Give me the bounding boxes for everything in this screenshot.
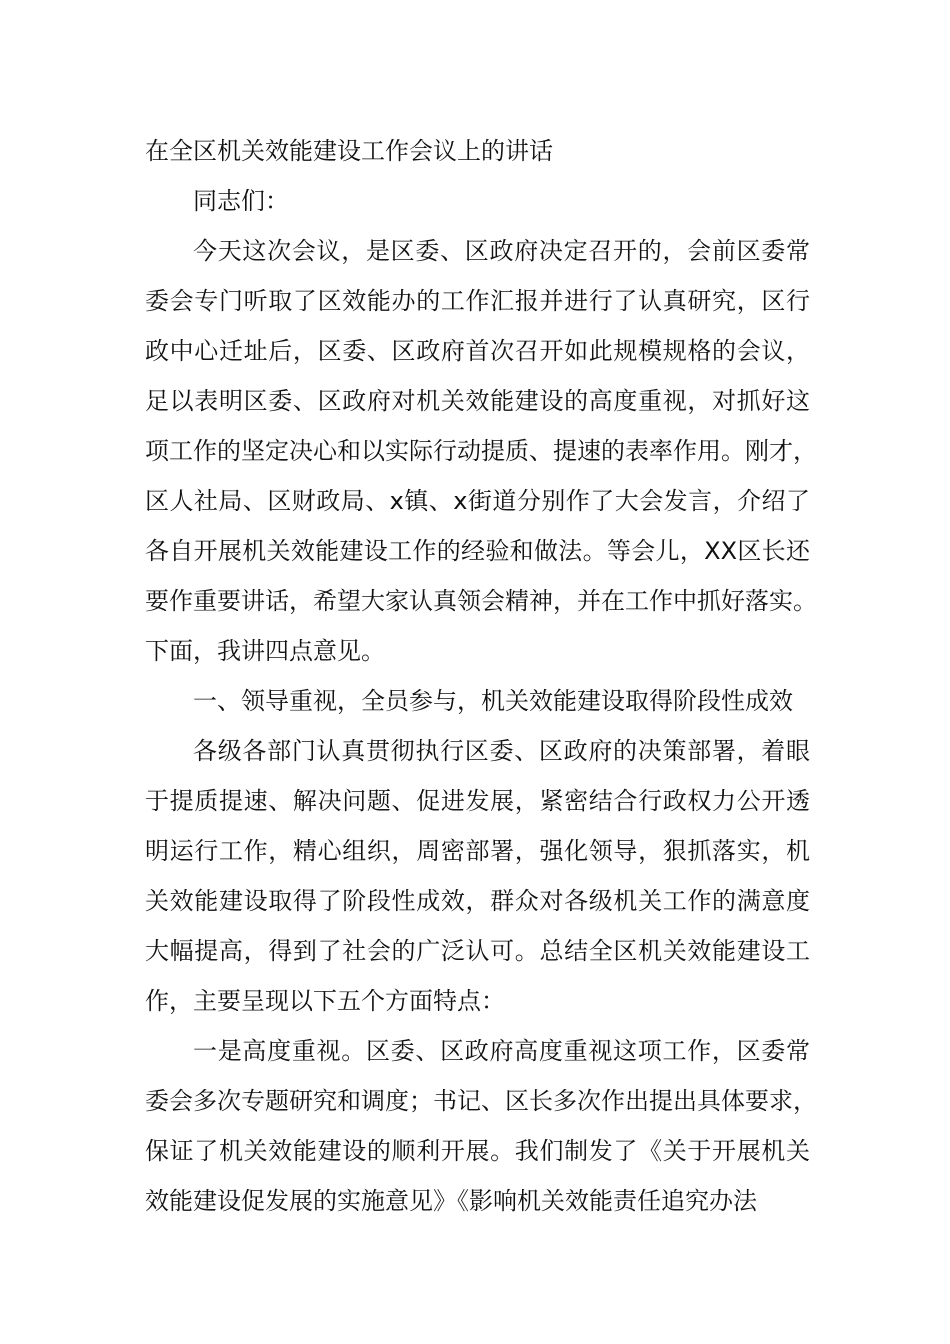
paragraph-line: 各级各部门认真贯彻执行区委、区政府的决策部署，着眼 bbox=[193, 737, 810, 765]
salutation bbox=[145, 176, 810, 226]
paragraph bbox=[145, 1026, 817, 1226]
paragraph-line: 足以表明区委、区政府对机关效能建设的高度重视，对抓好这 bbox=[145, 387, 810, 415]
paragraph-line: 委会多次专题研究和调度；书记、区长多次作出提出具体要求， bbox=[145, 1087, 817, 1115]
salutation-text: 同志们： bbox=[193, 187, 289, 215]
paragraph-line: 作，主要呈现以下五个方面特点： bbox=[145, 987, 505, 1015]
document-body bbox=[145, 226, 817, 1226]
paragraph-line: 于提质提速、解决问题、促进发展，紧密结合行政权力公开透 bbox=[145, 787, 810, 815]
paragraph-line: 要作重要讲话，希望大家认真领会精神，并在工作中抓好落实。 bbox=[145, 587, 817, 615]
paragraph-line: 今天这次会议，是区委、区政府决定召开的，会前区委常 bbox=[193, 237, 810, 265]
paragraph-line: 项工作的坚定决心和以实际行动提质、提速的表率作用。刚才， bbox=[145, 437, 817, 465]
paragraph bbox=[145, 226, 817, 676]
document-title: 在全区机关效能建设工作会议上的讲话 bbox=[145, 137, 553, 165]
paragraph-line: 区人社局、区财政局、x镇、x街道分别作了大会发言，介绍了 bbox=[145, 487, 810, 515]
paragraph-line: 各自开展机关效能建设工作的经验和做法。等会儿，XX区长还 bbox=[145, 537, 810, 565]
paragraph-line: 明运行工作，精心组织，周密部署，强化领导，狠抓落实，机 bbox=[145, 837, 810, 865]
paragraph-line: 关效能建设取得了阶段性成效，群众对各级机关工作的满意度 bbox=[145, 887, 810, 915]
paragraph-line: 下面，我讲四点意见。 bbox=[145, 637, 385, 665]
paragraph-line: 委会专门听取了区效能办的工作汇报并进行了认真研究，区行 bbox=[145, 287, 810, 315]
paragraph-line: 效能建设促发展的实施意见》《影响机关效能责任追究办法 bbox=[145, 1187, 757, 1215]
paragraph-line: 政中心迁址后，区委、区政府首次召开如此规模规格的会议， bbox=[145, 337, 810, 365]
document-page bbox=[145, 126, 817, 1226]
paragraph bbox=[145, 726, 810, 1026]
paragraph-line: 保证了机关效能建设的顺利开展。我们制发了《关于开展机关 bbox=[145, 1137, 810, 1165]
paragraph bbox=[145, 676, 810, 726]
paragraph-line: 一是高度重视。区委、区政府高度重视这项工作，区委常 bbox=[193, 1037, 810, 1065]
paragraph-line: 一、领导重视，全员参与，机关效能建设取得阶段性成效 bbox=[193, 687, 793, 715]
paragraph-line: 大幅提高，得到了社会的广泛认可。总结全区机关效能建设工 bbox=[145, 937, 810, 965]
